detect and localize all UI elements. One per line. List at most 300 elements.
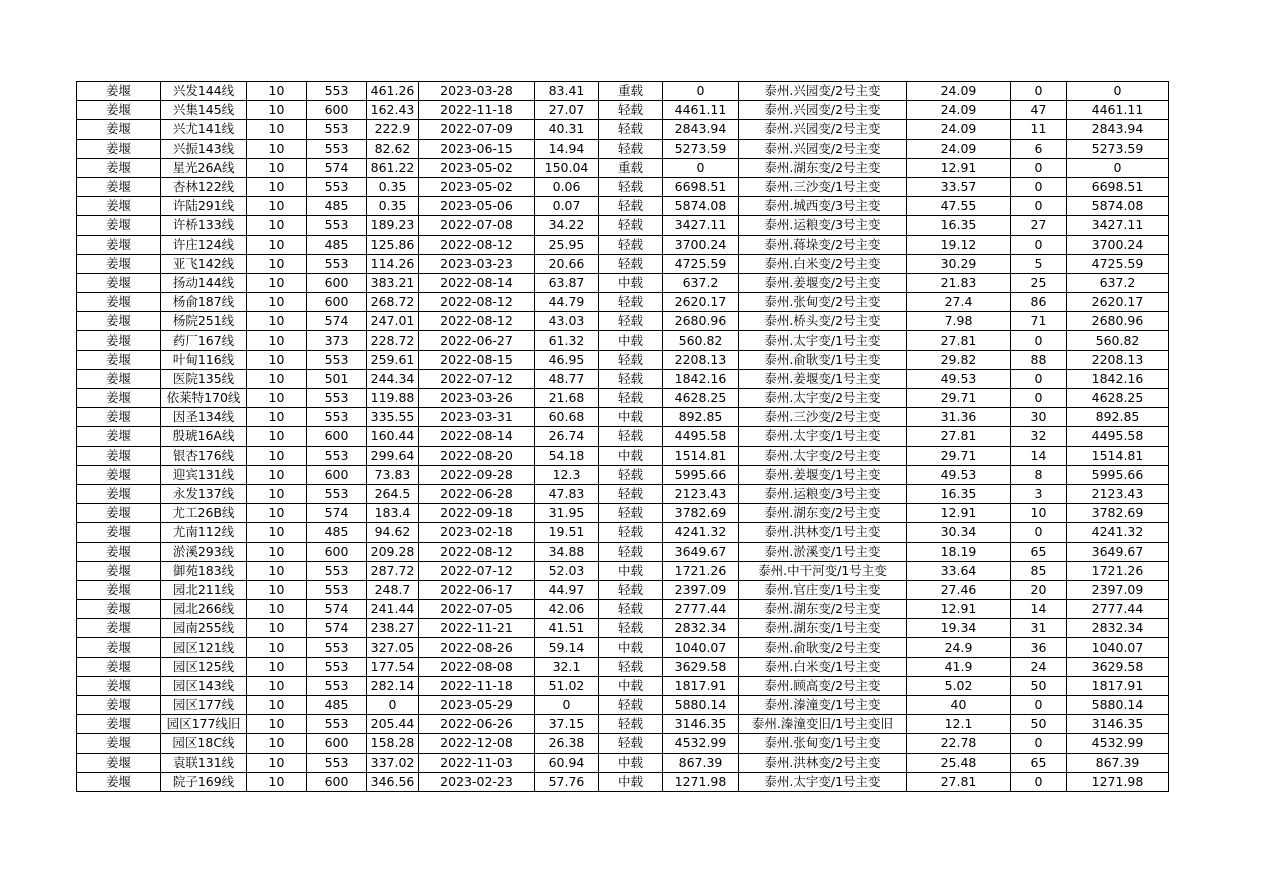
table-cell: 43.03: [535, 312, 599, 331]
table-cell: 2022-08-20: [419, 446, 535, 465]
table-cell: 2022-09-18: [419, 504, 535, 523]
table-cell: 2022-08-14: [419, 273, 535, 292]
table-row: [77, 158, 1169, 177]
table-cell: 10: [247, 523, 307, 542]
table-cell: 姜堰: [77, 715, 161, 734]
table-cell: 24.09: [907, 139, 1011, 158]
table-cell: 园区121线: [161, 638, 247, 657]
table-cell: 2023-03-31: [419, 408, 535, 427]
table-cell: 867.39: [1067, 753, 1169, 772]
table-cell: 2022-08-12: [419, 235, 535, 254]
table-cell: 泰州.湖东变/1号主变: [739, 619, 907, 638]
table-cell: 160.44: [367, 427, 419, 446]
table-cell: 2022-07-12: [419, 561, 535, 580]
table-cell: 14: [1011, 600, 1067, 619]
table-cell: 37.15: [535, 715, 599, 734]
table-cell: 16.35: [907, 216, 1011, 235]
table-cell: 22.78: [907, 734, 1011, 753]
table-cell: 2680.96: [1067, 312, 1169, 331]
table-cell: 553: [307, 408, 367, 427]
table-row: [77, 484, 1169, 503]
table-cell: 2777.44: [663, 600, 739, 619]
table-cell: 泰州.张甸变/1号主变: [739, 734, 907, 753]
table-cell: 485: [307, 696, 367, 715]
table-cell: 0: [1011, 696, 1067, 715]
table-cell: 0: [1011, 331, 1067, 350]
table-cell: 10: [247, 158, 307, 177]
table-cell: 61.32: [535, 331, 599, 350]
table-cell: 553: [307, 561, 367, 580]
table-cell: 12.91: [907, 504, 1011, 523]
table-cell: 32.1: [535, 657, 599, 676]
table-cell: 10: [247, 465, 307, 484]
table-cell: 20: [1011, 580, 1067, 599]
table-cell: 扬动144线: [161, 273, 247, 292]
table-cell: 姜堰: [77, 504, 161, 523]
table-cell: 姜堰: [77, 158, 161, 177]
table-cell: 2023-05-02: [419, 158, 535, 177]
table-cell: 31.36: [907, 408, 1011, 427]
table-cell: 2023-03-23: [419, 254, 535, 273]
table-cell: 姜堰: [77, 216, 161, 235]
table-cell: 10: [247, 638, 307, 657]
table-cell: 3782.69: [663, 504, 739, 523]
table-cell: 医院135线: [161, 369, 247, 388]
table-cell: 姜堰: [77, 350, 161, 369]
table-row: [77, 350, 1169, 369]
table-cell: 轻载: [599, 350, 663, 369]
table-cell: 12.1: [907, 715, 1011, 734]
table-cell: 30: [1011, 408, 1067, 427]
table-cell: 2023-02-18: [419, 523, 535, 542]
table-cell: 重载: [599, 82, 663, 101]
table-cell: 2022-08-15: [419, 350, 535, 369]
table-cell: 1721.26: [1067, 561, 1169, 580]
table-cell: 0.35: [367, 197, 419, 216]
table-cell: 600: [307, 772, 367, 791]
table-cell: 轻载: [599, 600, 663, 619]
table-cell: 姜堰: [77, 120, 161, 139]
table-cell: 园区125线: [161, 657, 247, 676]
table-cell: 553: [307, 657, 367, 676]
table-cell: 1721.26: [663, 561, 739, 580]
table-cell: 10: [247, 369, 307, 388]
table-cell: 299.64: [367, 446, 419, 465]
table-cell: 25.48: [907, 753, 1011, 772]
table-cell: 892.85: [663, 408, 739, 427]
table-cell: 轻载: [599, 139, 663, 158]
table-cell: 1514.81: [1067, 446, 1169, 465]
table-cell: 许陆291线: [161, 197, 247, 216]
table-cell: 0.06: [535, 177, 599, 196]
table-cell: 杨院251线: [161, 312, 247, 331]
table-cell: 5874.08: [1067, 197, 1169, 216]
table-cell: 24.09: [907, 101, 1011, 120]
table-cell: 轻载: [599, 580, 663, 599]
table-cell: 1271.98: [1067, 772, 1169, 791]
table-cell: 泰州.溱潼变/1号主变: [739, 696, 907, 715]
table-cell: 殷琥16A线: [161, 427, 247, 446]
table-cell: 10: [247, 427, 307, 446]
table-cell: 泰州.兴园变/2号主变: [739, 101, 907, 120]
table-cell: 姜堰: [77, 484, 161, 503]
table-cell: 264.5: [367, 484, 419, 503]
table-cell: 10: [247, 273, 307, 292]
table-cell: 10: [247, 293, 307, 312]
table-cell: 2022-12-08: [419, 734, 535, 753]
table-cell: 兴集145线: [161, 101, 247, 120]
table-cell: 10: [247, 715, 307, 734]
table-cell: 泰州.白米变/1号主变: [739, 657, 907, 676]
table-cell: 54.18: [535, 446, 599, 465]
table-cell: 中载: [599, 446, 663, 465]
table-cell: 2022-08-12: [419, 312, 535, 331]
table-cell: 轻载: [599, 101, 663, 120]
table-cell: 10: [247, 389, 307, 408]
table-cell: 10: [247, 734, 307, 753]
table-cell: 10: [247, 350, 307, 369]
table-cell: 0: [1011, 523, 1067, 542]
table-cell: 泰州.三沙变/2号主变: [739, 408, 907, 427]
table-cell: 0: [1011, 197, 1067, 216]
table-cell: 553: [307, 676, 367, 695]
table-cell: 59.14: [535, 638, 599, 657]
table-row: [77, 446, 1169, 465]
table-cell: 2023-03-26: [419, 389, 535, 408]
table-cell: 86: [1011, 293, 1067, 312]
table-cell: 园北266线: [161, 600, 247, 619]
table-row: [77, 504, 1169, 523]
table-cell: 2832.34: [663, 619, 739, 638]
table-cell: 25.95: [535, 235, 599, 254]
table-cell: 10: [247, 600, 307, 619]
table-cell: 10: [247, 504, 307, 523]
table-cell: 268.72: [367, 293, 419, 312]
table-cell: 27.4: [907, 293, 1011, 312]
table-cell: 轻载: [599, 177, 663, 196]
table-cell: 3: [1011, 484, 1067, 503]
table-cell: 34.22: [535, 216, 599, 235]
table-cell: 姜堰: [77, 389, 161, 408]
table-cell: 600: [307, 273, 367, 292]
table-cell: 姜堰: [77, 446, 161, 465]
table-cell: 36: [1011, 638, 1067, 657]
table-cell: 兴发144线: [161, 82, 247, 101]
table-cell: 2022-08-12: [419, 542, 535, 561]
table-cell: 4628.25: [663, 389, 739, 408]
table-cell: 园区143线: [161, 676, 247, 695]
table-cell: 8: [1011, 465, 1067, 484]
table-cell: 姜堰: [77, 619, 161, 638]
table-cell: 24.9: [907, 638, 1011, 657]
table-cell: 轻载: [599, 542, 663, 561]
table-cell: 0: [1067, 82, 1169, 101]
table-cell: 0.35: [367, 177, 419, 196]
table-cell: 82.62: [367, 139, 419, 158]
table-cell: 姜堰: [77, 235, 161, 254]
table-cell: 尤工26B线: [161, 504, 247, 523]
table-cell: 2397.09: [663, 580, 739, 599]
table-cell: 42.06: [535, 600, 599, 619]
table-cell: 10: [247, 580, 307, 599]
table-cell: 园区177线: [161, 696, 247, 715]
table-cell: 162.43: [367, 101, 419, 120]
table-cell: 19.34: [907, 619, 1011, 638]
table-cell: 50: [1011, 715, 1067, 734]
table-cell: 3146.35: [1067, 715, 1169, 734]
table-cell: 83.41: [535, 82, 599, 101]
table-row: [77, 427, 1169, 446]
table-cell: 57.76: [535, 772, 599, 791]
table-cell: 241.44: [367, 600, 419, 619]
table-cell: 47.55: [907, 197, 1011, 216]
table-cell: 2022-11-03: [419, 753, 535, 772]
table-cell: 27.81: [907, 331, 1011, 350]
table-cell: 25: [1011, 273, 1067, 292]
table-cell: 3629.58: [1067, 657, 1169, 676]
table-cell: 淤溪293线: [161, 542, 247, 561]
table-cell: 287.72: [367, 561, 419, 580]
table-cell: 轻载: [599, 389, 663, 408]
table-cell: 姜堰: [77, 657, 161, 676]
table-cell: 327.05: [367, 638, 419, 657]
table-row: [77, 139, 1169, 158]
table-cell: 574: [307, 619, 367, 638]
table-cell: 10: [247, 657, 307, 676]
table-cell: 姜堰: [77, 638, 161, 657]
table-cell: 1271.98: [663, 772, 739, 791]
table-cell: 31: [1011, 619, 1067, 638]
table-cell: 5880.14: [663, 696, 739, 715]
table-cell: 553: [307, 715, 367, 734]
table-cell: 0: [1011, 235, 1067, 254]
table-cell: 迎宾131线: [161, 465, 247, 484]
table-cell: 244.34: [367, 369, 419, 388]
table-cell: 10: [247, 197, 307, 216]
table-cell: 553: [307, 82, 367, 101]
table-cell: 10: [247, 254, 307, 273]
table-cell: 85: [1011, 561, 1067, 580]
table-cell: 600: [307, 542, 367, 561]
table-cell: 0: [1011, 734, 1067, 753]
table-cell: 兴尤141线: [161, 120, 247, 139]
table-cell: 因圣134线: [161, 408, 247, 427]
table-cell: 轻载: [599, 254, 663, 273]
table-cell: 5880.14: [1067, 696, 1169, 715]
table-cell: 248.7: [367, 580, 419, 599]
table-cell: 27.07: [535, 101, 599, 120]
table-row: [77, 389, 1169, 408]
table-cell: 泰州.淤溪变/1号主变: [739, 542, 907, 561]
table-cell: 553: [307, 580, 367, 599]
table-cell: 3649.67: [1067, 542, 1169, 561]
table-cell: 0: [1011, 177, 1067, 196]
table-cell: 园区18C线: [161, 734, 247, 753]
table-cell: 247.01: [367, 312, 419, 331]
table-cell: 373: [307, 331, 367, 350]
table-cell: 泰州.白米变/2号主变: [739, 254, 907, 273]
table-cell: 轻载: [599, 504, 663, 523]
table-cell: 14.94: [535, 139, 599, 158]
table-cell: 553: [307, 350, 367, 369]
table-cell: 泰州.溱潼变旧/1号主变旧: [739, 715, 907, 734]
table-cell: 2022-08-14: [419, 427, 535, 446]
table-cell: 14: [1011, 446, 1067, 465]
table-cell: 30.29: [907, 254, 1011, 273]
table-cell: 2022-07-05: [419, 600, 535, 619]
table-cell: 259.61: [367, 350, 419, 369]
table-cell: 重载: [599, 158, 663, 177]
table-cell: 0: [367, 696, 419, 715]
table-cell: 姜堰: [77, 254, 161, 273]
table-cell: 3700.24: [1067, 235, 1169, 254]
table-cell: 泰州.运粮变/3号主变: [739, 216, 907, 235]
table-cell: 杨俞187线: [161, 293, 247, 312]
table-row: [77, 293, 1169, 312]
table-cell: 574: [307, 158, 367, 177]
table-cell: 2023-06-15: [419, 139, 535, 158]
table-cell: 40: [907, 696, 1011, 715]
table-cell: 4495.58: [1067, 427, 1169, 446]
table-cell: 1040.07: [663, 638, 739, 657]
table-cell: 轻载: [599, 734, 663, 753]
table-cell: 6: [1011, 139, 1067, 158]
table-cell: 21.68: [535, 389, 599, 408]
table-cell: 49.53: [907, 369, 1011, 388]
table-cell: 2022-06-26: [419, 715, 535, 734]
table-cell: 861.22: [367, 158, 419, 177]
table-cell: 泰州.城西变/3号主变: [739, 197, 907, 216]
table-cell: 姜堰: [77, 293, 161, 312]
table-cell: 泰州.俞耿变/2号主变: [739, 638, 907, 657]
table-cell: 3700.24: [663, 235, 739, 254]
table-cell: 485: [307, 523, 367, 542]
table-cell: 轻载: [599, 216, 663, 235]
table-cell: 0: [1011, 158, 1067, 177]
table-cell: 泰州.兴园变/2号主变: [739, 120, 907, 139]
table-cell: 24: [1011, 657, 1067, 676]
table-cell: 泰州.太宇变/1号主变: [739, 772, 907, 791]
table-cell: 1842.16: [663, 369, 739, 388]
table-cell: 泰州.洪林变/1号主变: [739, 523, 907, 542]
table-cell: 姜堰: [77, 561, 161, 580]
table-cell: 姜堰: [77, 580, 161, 599]
table-cell: 10: [247, 177, 307, 196]
table-cell: 600: [307, 465, 367, 484]
table-cell: 560.82: [663, 331, 739, 350]
table-row: [77, 542, 1169, 561]
table-cell: 34.88: [535, 542, 599, 561]
table-cell: 泰州.张甸变/2号主变: [739, 293, 907, 312]
table-cell: 1817.91: [663, 676, 739, 695]
table-cell: 4461.11: [1067, 101, 1169, 120]
table-cell: 32: [1011, 427, 1067, 446]
table-cell: 553: [307, 120, 367, 139]
table-cell: 泰州.俞耿变/1号主变: [739, 350, 907, 369]
table-cell: 10: [247, 120, 307, 139]
table-cell: 泰州.姜堰变/1号主变: [739, 465, 907, 484]
table-row: [77, 465, 1169, 484]
table-cell: 2023-05-29: [419, 696, 535, 715]
table-cell: 7.98: [907, 312, 1011, 331]
table-cell: 12.3: [535, 465, 599, 484]
table-cell: 4495.58: [663, 427, 739, 446]
table-cell: 许桥133线: [161, 216, 247, 235]
table-cell: 园北211线: [161, 580, 247, 599]
table-cell: 0: [663, 82, 739, 101]
table-cell: 1040.07: [1067, 638, 1169, 657]
table-cell: 27.46: [907, 580, 1011, 599]
table-cell: 637.2: [1067, 273, 1169, 292]
table-cell: 158.28: [367, 734, 419, 753]
table-row: [77, 638, 1169, 657]
table-row: [77, 676, 1169, 695]
table-row: [77, 331, 1169, 350]
table-row: [77, 619, 1169, 638]
table-cell: 姜堰: [77, 101, 161, 120]
table-cell: 泰州.洪林变/2号主变: [739, 753, 907, 772]
table-row: [77, 600, 1169, 619]
table-cell: 31.95: [535, 504, 599, 523]
table-cell: 中载: [599, 772, 663, 791]
table-cell: 3649.67: [663, 542, 739, 561]
table-row: [77, 715, 1169, 734]
table-cell: 0.07: [535, 197, 599, 216]
table-row: [77, 101, 1169, 120]
table-cell: 10: [1011, 504, 1067, 523]
table-cell: 2022-08-12: [419, 293, 535, 312]
table-cell: 10: [247, 772, 307, 791]
table-cell: 1514.81: [663, 446, 739, 465]
table-cell: 轻载: [599, 427, 663, 446]
table-cell: 574: [307, 600, 367, 619]
table-cell: 姜堰: [77, 734, 161, 753]
table-cell: 553: [307, 484, 367, 503]
table-cell: 29.71: [907, 389, 1011, 408]
table-cell: 姜堰: [77, 139, 161, 158]
table-cell: 姜堰: [77, 197, 161, 216]
table-cell: 泰州.湖东变/2号主变: [739, 158, 907, 177]
table-cell: 71: [1011, 312, 1067, 331]
table-cell: 553: [307, 254, 367, 273]
table-cell: 姜堰: [77, 331, 161, 350]
table-cell: 许庄124线: [161, 235, 247, 254]
table-cell: 2022-11-18: [419, 676, 535, 695]
table-cell: 5874.08: [663, 197, 739, 216]
table-row: [77, 82, 1169, 101]
table-cell: 222.9: [367, 120, 419, 139]
table-cell: 姜堰: [77, 696, 161, 715]
table-cell: 65: [1011, 542, 1067, 561]
table-cell: 65: [1011, 753, 1067, 772]
table-row: [77, 561, 1169, 580]
table-cell: 4628.25: [1067, 389, 1169, 408]
table-cell: 泰州.太宇变/1号主变: [739, 331, 907, 350]
table-cell: 3782.69: [1067, 504, 1169, 523]
table-cell: 600: [307, 101, 367, 120]
table-row: [77, 177, 1169, 196]
table-cell: 轻载: [599, 465, 663, 484]
table-cell: 485: [307, 197, 367, 216]
table-cell: 88: [1011, 350, 1067, 369]
table-cell: 51.02: [535, 676, 599, 695]
table-cell: 2397.09: [1067, 580, 1169, 599]
table-cell: 10: [247, 561, 307, 580]
table-cell: 5273.59: [663, 139, 739, 158]
table-cell: 12.91: [907, 600, 1011, 619]
table-cell: 0: [663, 158, 739, 177]
table-cell: 346.56: [367, 772, 419, 791]
